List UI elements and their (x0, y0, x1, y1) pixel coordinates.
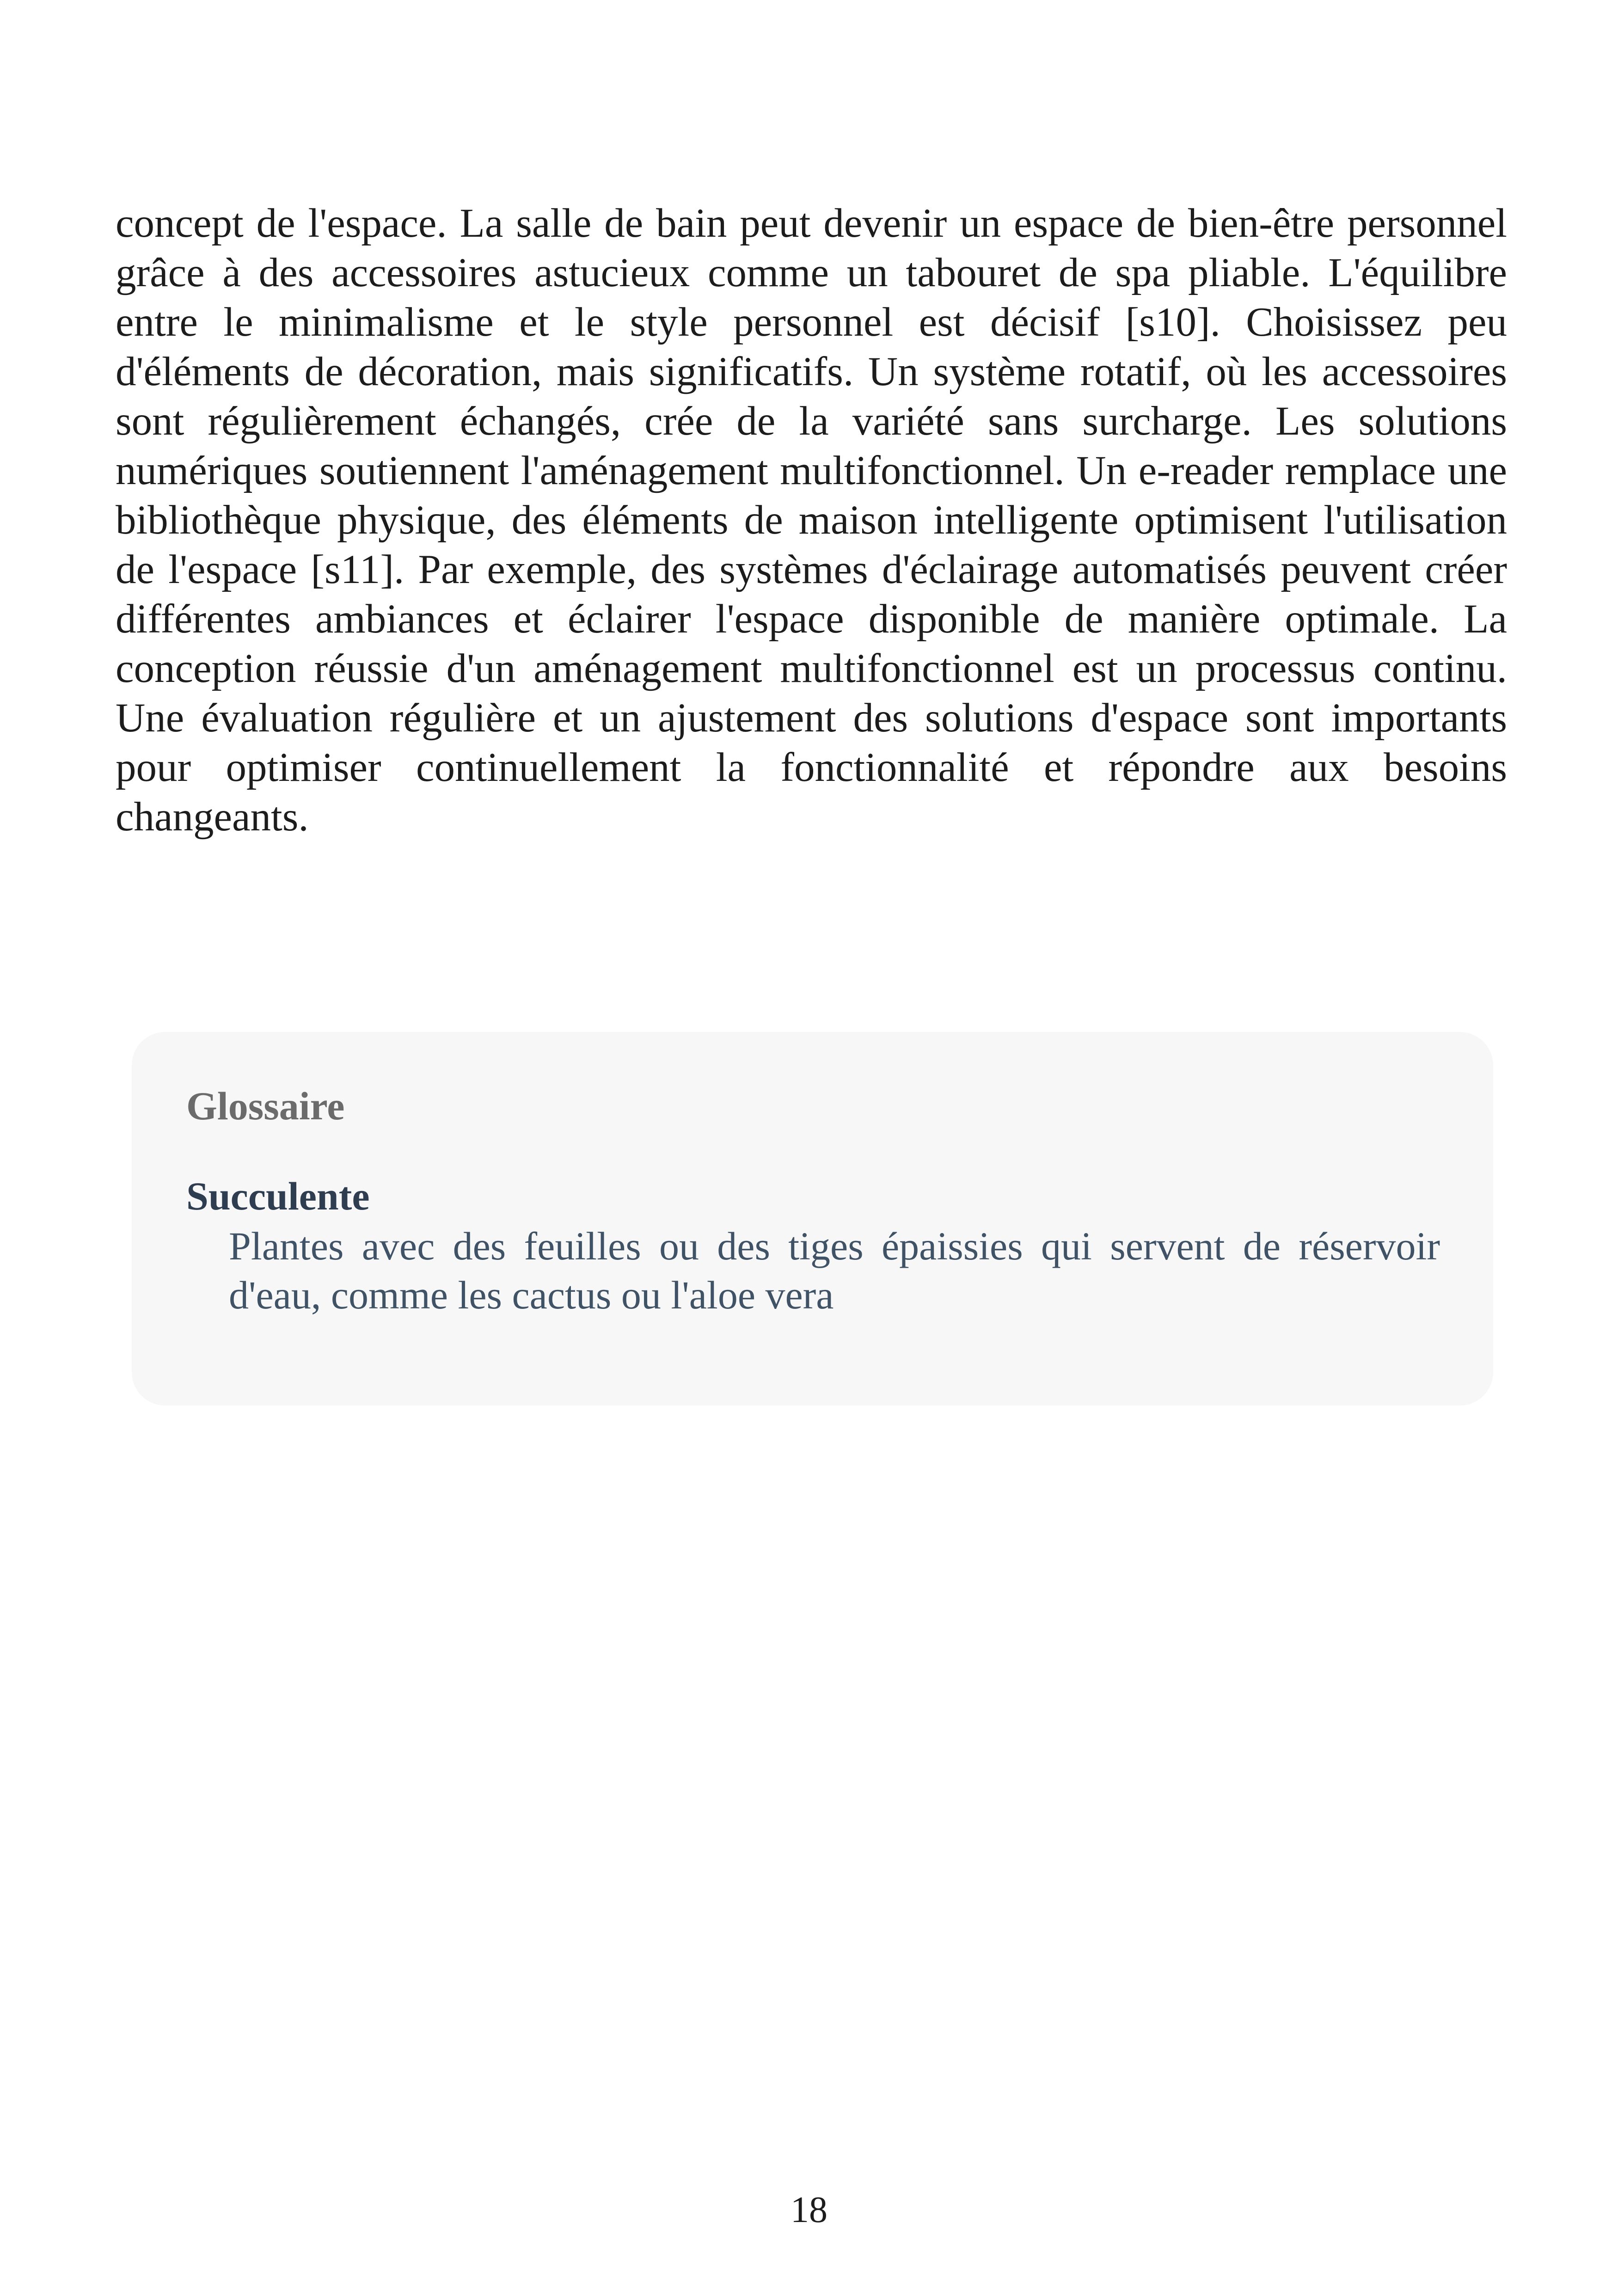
glossary-box (132, 1032, 1493, 1406)
page-number: 18 (791, 2190, 827, 2230)
glossary-definition: Plantes avec des feuilles ou des tiges épaissies qui servent de réservoir d'eau, comme les cactus ou l'aloe vera (229, 1224, 1440, 1317)
body-paragraph: concept de l'espace. La salle de bain peut devenir un espace de bien-être personnel grâce à des accessoires astucieux comme un tabouret de spa pliable. L'équilibre entre le minimalisme et le style personnel est décisif [s10]. Choisissez peu d'éléments de décoration, mais significatifs. Un système rotatif, où les accessoires sont régulièrement échangés, crée de la variété sans surcharge. Les solutions numériques soutiennent l'aménagement multifonctionnel. Un e-reader remplace une bibliothèque physique, des éléments de maison intelligente optimisent l'utilisation de l'espace [s11]. Par exemple, des systèmes d'éclairage automatisés peuvent créer différentes ambiances et éclairer l'espace disponible de manière optimale. La conception réussie d'un aménagement multifonctionnel est un processus continu. Une évaluation régulière et un ajustement des solutions d'espace sont importants pour optimiser continuellement la fonctionnalité et répondre aux besoins changeants. (116, 201, 1507, 840)
glossary-term: Succulente (186, 1174, 370, 1218)
glossary-title: Glossaire (186, 1084, 345, 1128)
